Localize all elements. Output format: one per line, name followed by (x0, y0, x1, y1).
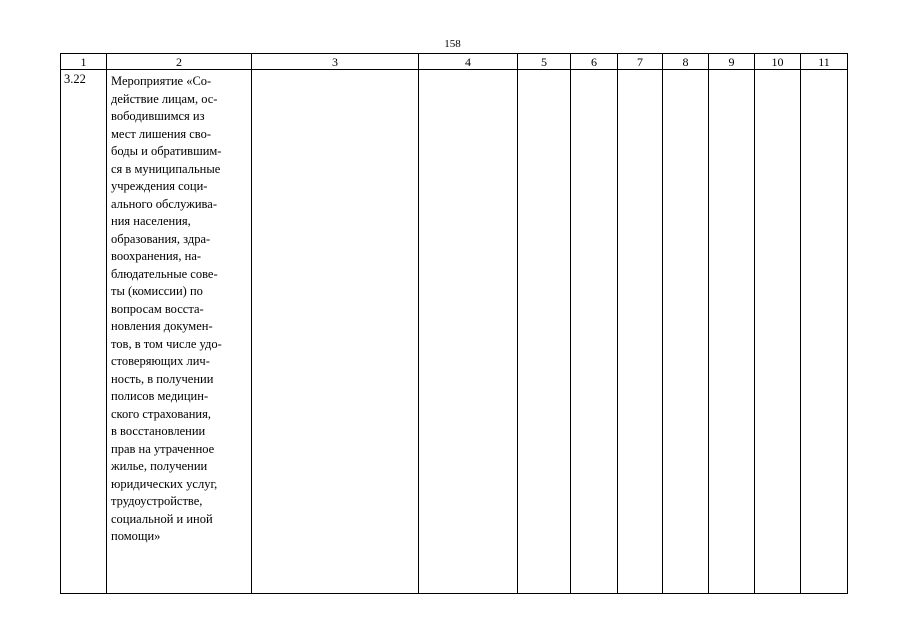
column-header-3: 3 (252, 54, 419, 70)
column-header-8: 8 (663, 54, 709, 70)
column-header-10: 10 (755, 54, 801, 70)
cell-col-9 (709, 70, 755, 594)
cell-col-5 (518, 70, 571, 594)
page-number: 158 (444, 38, 461, 50)
cell-col-7 (618, 70, 663, 594)
cell-col-8 (663, 70, 709, 594)
column-header-2: 2 (107, 54, 252, 70)
table-row (61, 70, 848, 594)
column-header-4: 4 (419, 54, 518, 70)
row-number: 3.22 (61, 70, 107, 594)
header-row (61, 54, 848, 70)
column-header-5: 5 (518, 54, 571, 70)
cell-col-4 (419, 70, 518, 594)
column-header-7: 7 (618, 54, 663, 70)
cell-col-11 (801, 70, 848, 594)
cell-col-3 (252, 70, 419, 594)
column-header-11: 11 (801, 54, 848, 70)
cell-col-10 (755, 70, 801, 594)
measures-table (60, 53, 848, 594)
column-header-1: 1 (61, 54, 107, 70)
column-header-9: 9 (709, 54, 755, 70)
measure-description: Мероприятие «Со- действие лицам, ос- вободившимся из мест лишения сво- боды и обратившим- ся в муниципальные учреждения соци- ального обслужива- ния населения, образования, здра- воохранения, на- блюдательные сове- ты (комиссии) по вопросам восста- новления докумен- тов, в том числе удо- стоверяющих лич- ность, в получении полисов медицин- ского страхования, в восстановлении прав на утраченное жилье, получении юридических услуг, трудоустройстве, социальной и иной помощи» (107, 70, 252, 594)
column-header-6: 6 (571, 54, 618, 70)
cell-col-6 (571, 70, 618, 594)
